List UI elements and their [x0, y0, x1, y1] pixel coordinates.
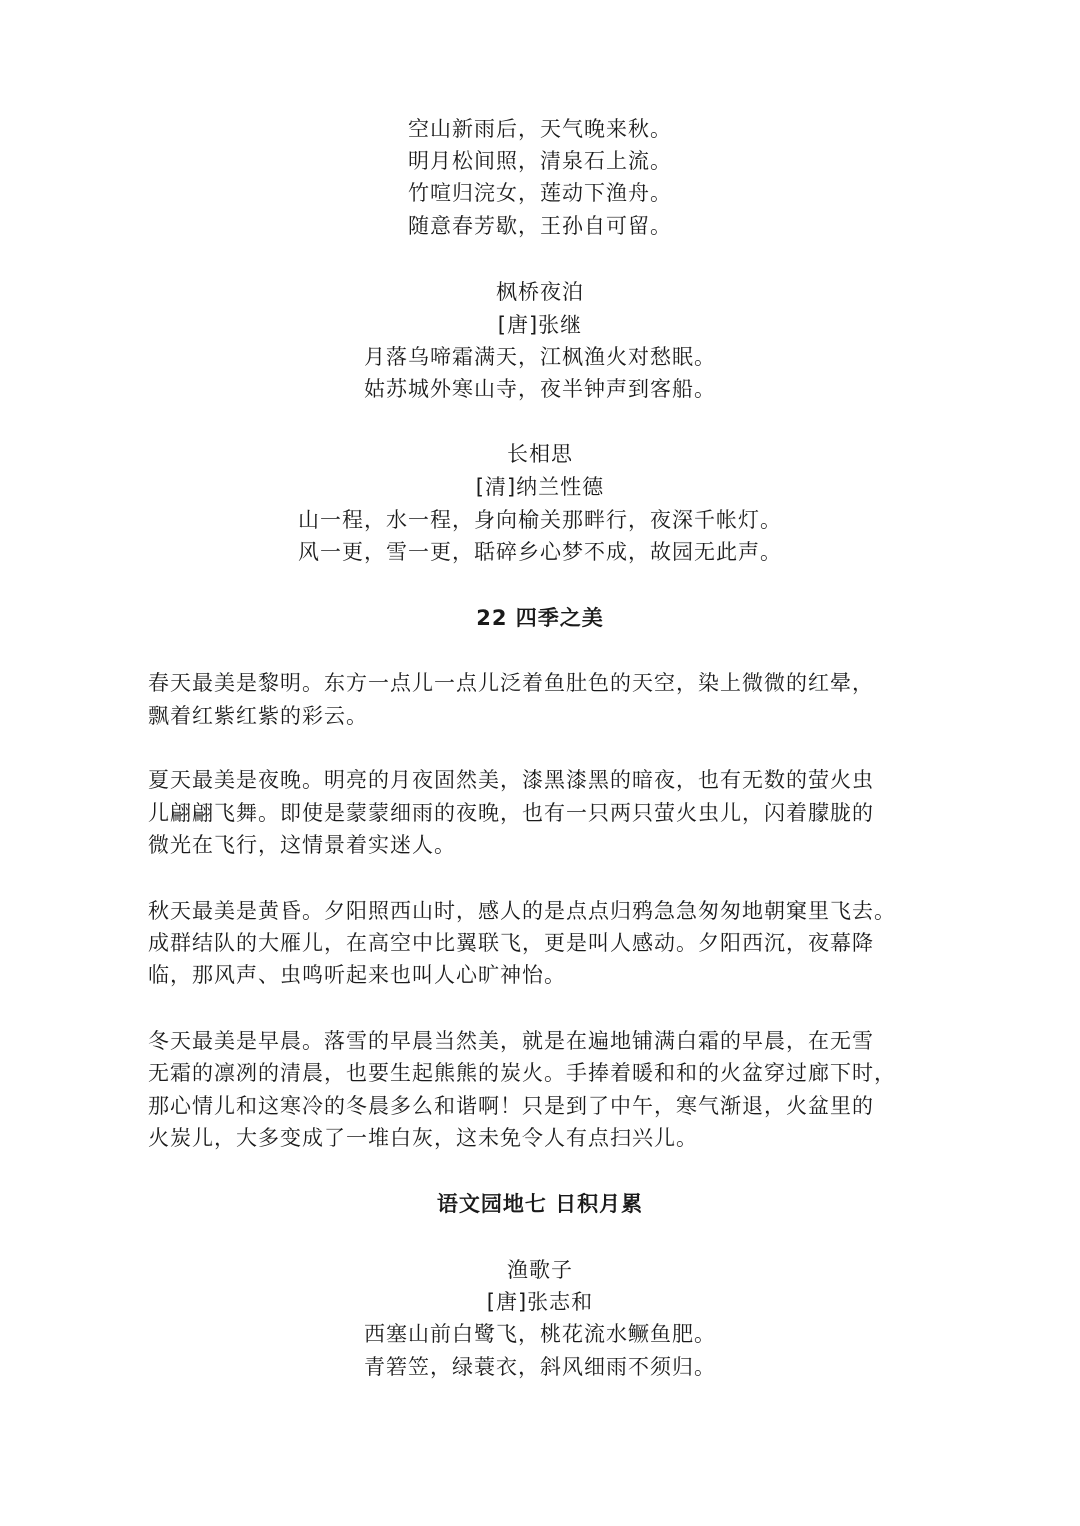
spring-line-2: 飘着红紫红紫的彩云。 — [148, 704, 368, 728]
spring-line-1: 春天最美是黎明。东方一点儿一点儿泛着鱼肚色的天空，染上微微的红晕， — [148, 671, 874, 695]
poem4-line-2: 青箬笠，绿蓑衣，斜风细雨不须归。 — [364, 1355, 716, 1379]
autumn-line-1: 秋天最美是黄昏。夕阳照西山时，感人的是点点归鸦急急匆匆地朝窠里飞去。 — [148, 899, 896, 923]
poem1-line-2: 明月松间照，清泉石上流。 — [408, 149, 672, 173]
autumn-line-3: 临，那风声、虫鸣听起来也叫人心旷神怡。 — [148, 963, 566, 987]
poem4-author: [唐]张志和 — [486, 1290, 594, 1314]
poem2-author: [唐]张继 — [497, 313, 583, 337]
poem3-title: 长相思 — [507, 442, 573, 466]
poem3-line-1: 山一程，水一程，身向榆关那畔行，夜深千帐灯。 — [298, 508, 782, 532]
poem2-title: 枫桥夜泊 — [496, 280, 584, 304]
poem4-line-1: 西塞山前白鹭飞，桃花流水鳜鱼肥。 — [364, 1322, 716, 1346]
poem3-author: [清]纳兰性德 — [475, 475, 605, 499]
winter-line-1: 冬天最美是早晨。落雪的早晨当然美，就是在遍地铺满白霜的早晨，在无雪 — [148, 1029, 874, 1053]
garden7-heading: 语文园地七 日积月累 — [436, 1192, 644, 1216]
summer-line-2: 儿翩翩飞舞。即使是蒙蒙细雨的夜晚，也有一只两只萤火虫儿，闪着朦胧的 — [148, 801, 874, 825]
winter-line-4: 火炭儿，大多变成了一堆白灰，这未免令人有点扫兴儿。 — [148, 1126, 698, 1150]
poem1-line-3: 竹喧归浣女，莲动下渔舟。 — [408, 181, 672, 205]
poem2-line-2: 姑苏城外寒山寺，夜半钟声到客船。 — [364, 377, 716, 401]
poem3-line-2: 风一更，雪一更，聒碎乡心梦不成，故园无此声。 — [298, 540, 782, 564]
autumn-line-2: 成群结队的大雁儿，在高空中比翼联飞，更是叫人感动。夕阳西沉，夜幕降 — [148, 931, 874, 955]
poem2-line-1: 月落乌啼霜满天，江枫渔火对愁眠。 — [364, 345, 716, 369]
poem1-line-4: 随意春芳歇，王孙自可留。 — [408, 214, 672, 238]
summer-line-3: 微光在飞行，这情景着实迷人。 — [148, 833, 456, 857]
winter-line-3: 那心情儿和这寒冷的冬晨多么和谐啊！只是到了中午，寒气渐退，火盆里的 — [148, 1094, 874, 1118]
poem1-line-1: 空山新雨后，天气晚来秋。 — [408, 117, 672, 141]
lesson22-heading: 22 四季之美 — [476, 606, 604, 630]
summer-line-1: 夏天最美是夜晚。明亮的月夜固然美，漆黑漆黑的暗夜，也有无数的萤火虫 — [148, 768, 874, 792]
winter-line-2: 无霜的凛冽的清晨，也要生起熊熊的炭火。手捧着暖和和的火盆穿过廊下时， — [148, 1061, 896, 1085]
poem4-title: 渔歌子 — [507, 1258, 573, 1282]
